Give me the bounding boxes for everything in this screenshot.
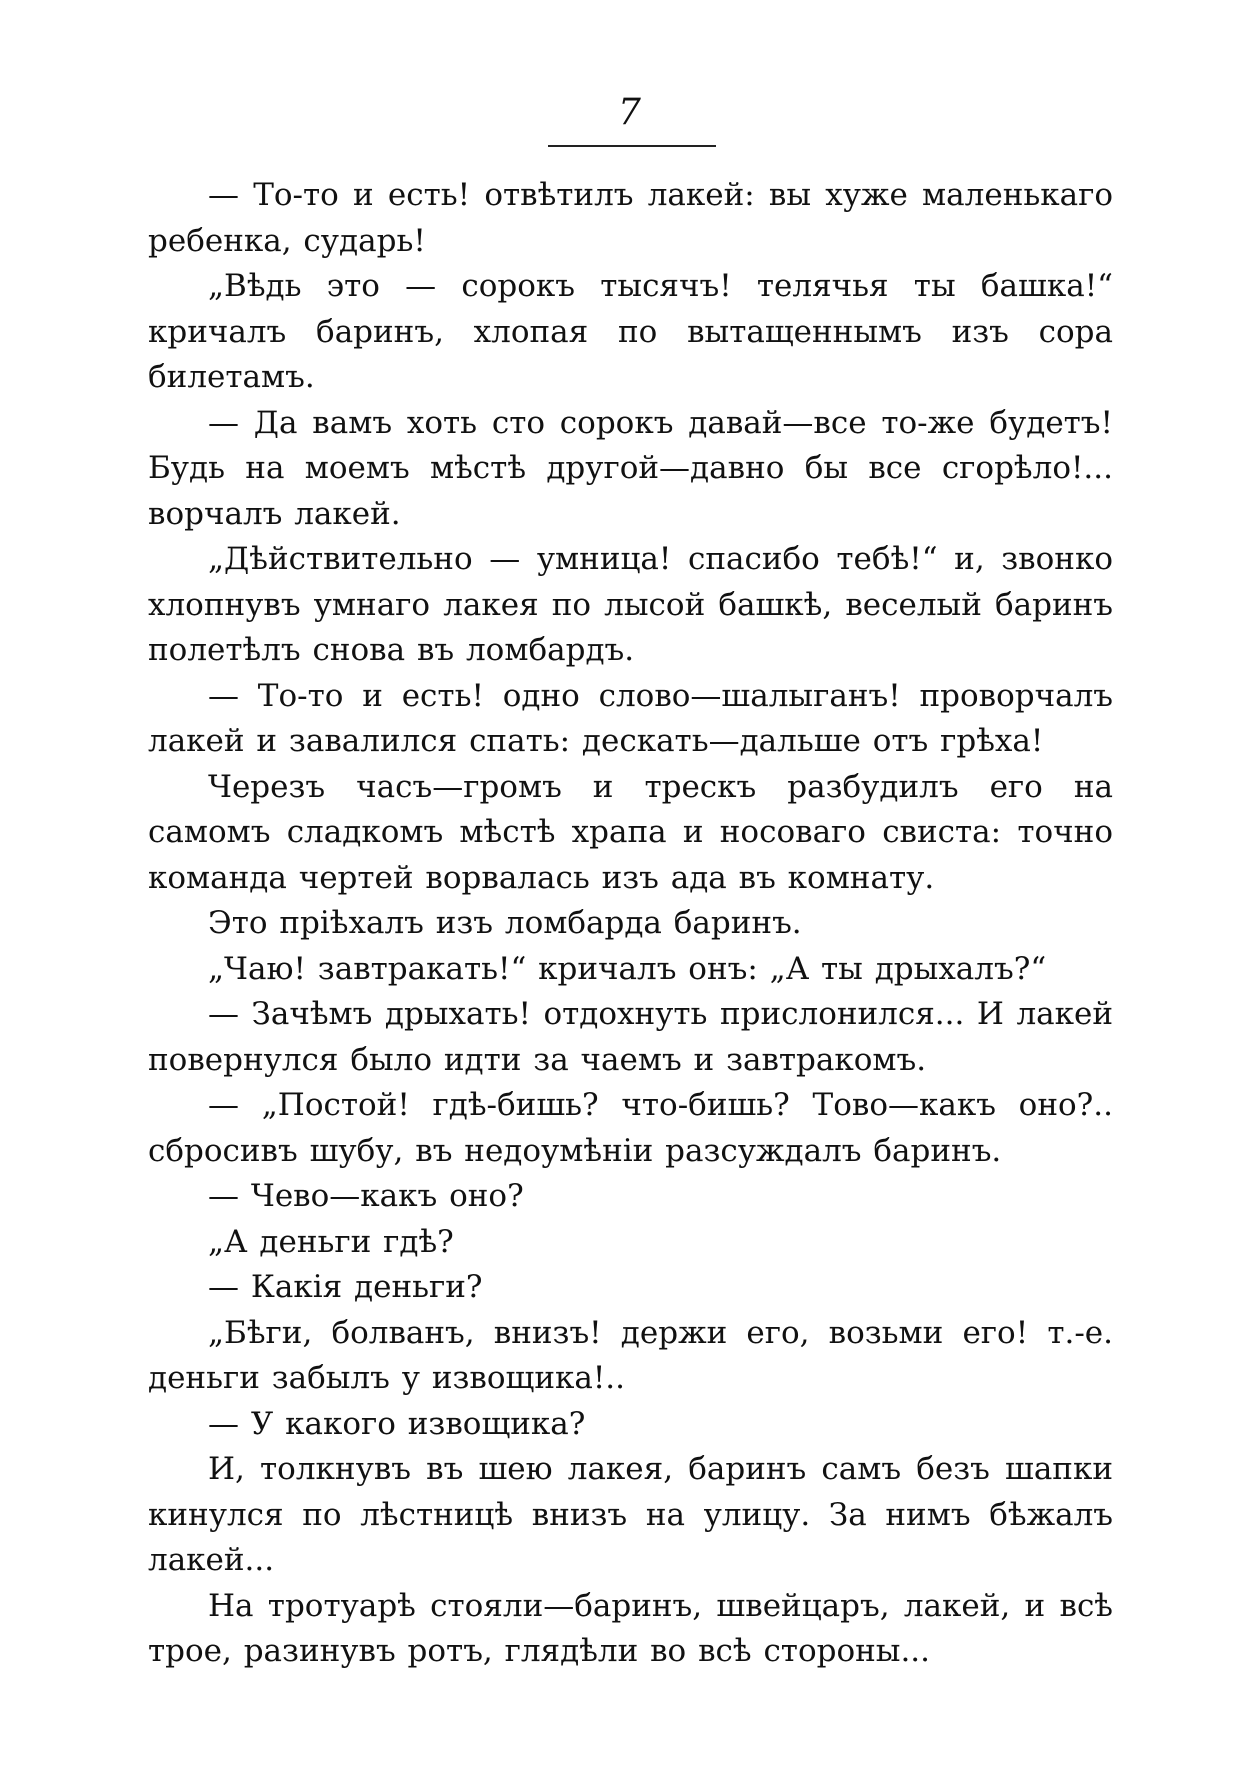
paragraph: — Зачѣмъ дрыхать! отдохнуть прислонился... И лакей повернулся было идти за чаемъ и завтракомъ. [148,996,1113,1078]
paragraph: „А деньги гдѣ? [208,1223,454,1260]
paragraph: — Какія деньги? [208,1269,483,1305]
paragraph: „Дѣйствительно — умница! спасибо тебѣ!“ и, звонко хлопнувъ умнаго лакея по лысой башкѣ, веселый баринъ полетѣлъ снова въ ломбардъ. [148,541,1113,668]
header-rule [548,145,716,147]
paragraph: — Да вамъ хоть сто сорокъ давай—все то-же будетъ! Будь на моемъ мѣстѣ другой—давно бы все сгорѣло!... ворчалъ лакей. [148,404,1113,532]
paragraph: И, толкнувъ въ шею лакея, баринъ самъ безъ шапки кинулся по лѣстницѣ внизъ на улицу. За нимъ бѣжалъ лакей... [148,1451,1113,1578]
paragraph: — Чево—какъ оно? [208,1178,524,1214]
paragraph: — То-то и есть! отвѣтилъ лакей: вы хуже маленькаго ребенка, сударь! [148,177,1113,259]
paragraph: Это пріѣхалъ изъ ломбарда баринъ. [208,905,802,941]
body-text [148,173,1113,1675]
paragraph: На тротуарѣ стояли—баринъ, швейцаръ, лакей, и всѣ трое, разинувъ ротъ, глядѣли во всѣ стороны... [148,1587,1113,1669]
page-number: 7 [618,92,641,133]
paragraph: „Бѣги, болванъ, внизъ! держи его, возьми его! т.-е. деньги забылъ у извощика!.. [148,1314,1113,1396]
paragraph: „Вѣдь это — сорокъ тысячъ! телячья ты башка!“ кричалъ баринъ, хлопая по вытащеннымъ изъ сора билетамъ. [148,268,1113,395]
paragraph: — У какого извощика? [208,1405,586,1442]
paragraph: Черезъ часъ—громъ и трескъ разбудилъ его на самомъ сладкомъ мѣстѣ храпа и носоваго свиста: точно команда чертей ворвалась изъ ада въ комнату. [148,768,1113,896]
paragraph: — „Постой! гдѣ-бишь? что-бишь? Тово—какъ оно?.. сбросивъ шубу, въ недоумѣніи разсуждалъ баринъ. [148,1087,1113,1169]
paragraph: — То-то и есть! одно слово—шалыганъ! проворчалъ лакей и завалился спать: дескать—дальше отъ грѣха! [148,677,1113,759]
paragraph: „Чаю! завтракать!“ кричалъ онъ: „А ты дрыхалъ?“ [208,950,1047,987]
